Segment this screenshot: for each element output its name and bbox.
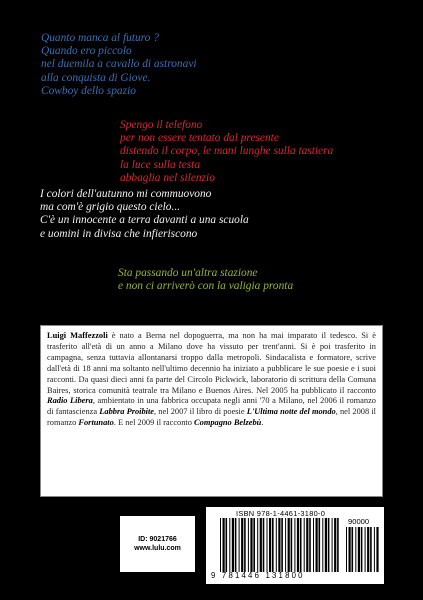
book-title: Radio Libera — [47, 396, 93, 406]
poem-stanza-blue — [41, 32, 197, 98]
publisher-url: www.lulu.com — [134, 545, 181, 552]
book-title: Labbra Proibite — [99, 407, 155, 417]
poem-stanza-red — [120, 119, 333, 185]
poem-line: Spengo il telefono — [120, 119, 203, 131]
poem-line: e non ci arriverò con la valigia pronta — [118, 280, 294, 293]
poem-line: la luce sulla testa — [120, 158, 201, 171]
poem-line: per non essere tentato dal presente — [120, 132, 279, 145]
ean-digits: 9 781446 131800 — [211, 571, 305, 580]
poem-line: Cowboy dello spazio — [41, 84, 136, 97]
poem-line: alla conquista di Giove. — [41, 71, 151, 84]
poem-stanza-white — [40, 188, 249, 241]
poem-line: nel duemila a cavallo di astronavi — [41, 58, 197, 71]
poem-line: Sta passando un'altra stazione — [118, 267, 258, 279]
publisher-id: ID: 9021766 — [138, 536, 177, 543]
addon-barcode-icon — [346, 527, 380, 572]
book-title: Compagno Belzebù — [194, 418, 262, 428]
isbn-label: ISBN 978-1-4461-3180-0 — [236, 509, 326, 518]
isbn-barcode-box — [206, 507, 384, 584]
poem-line: abbaglia nel silenzio — [120, 171, 215, 184]
poem-stanza-green — [118, 267, 293, 293]
poem-line: C'è un innocente a terra davanti a una scuola — [40, 214, 249, 227]
poem-line: distendo il corpo, le mani lunghe sulla tastiera — [120, 145, 334, 158]
price-code: 90000 — [348, 517, 370, 526]
book-title: L'Ultima notte del mondo — [246, 407, 336, 417]
publisher-id-box — [120, 516, 195, 572]
author-bio: Luigi Maffezzoli è nato a Berna nel dopoguerra, ma non ha mai imparato il tedesco. Si è trasferito all'età di un anno a Milano dove ha vissuto per trent'anni. Si è poi trasferito in campagna, senza tuttavia allontanarsi troppo dalla metropoli. Sindacalista e formatore, scrive dall'età di 18 anni ma soltanto nell'ultimo decennio ha iniziato a pubblicare le sue poesie e i suoi racconti. Da quasi dieci anni fa parte del Circolo Pickwick, laboratorio di scrittura della Comuna Baires, storica comunità teatrale tra Milano e Buenos Aires. Nel 2005 ha pubblicato il racconto Radio Libera, ambientato in una fabbrica occupata negli anni '70 a Milano, nel 2006 il romanzo di fantascienza Labbra Proibite, nel 2007 il libro di poesie L'Ultima notte del mondo, nel 2008 il romanzo Fortunato. E nel 2009 il racconto Compagno Belzebù. — [47, 331, 377, 428]
poem-line: ma com'è grigio questo cielo... — [40, 201, 181, 214]
author-bio-box — [40, 325, 383, 497]
barcode-icon — [220, 518, 340, 572]
poem-line: Quanto manca al futuro ? — [41, 32, 159, 44]
poem-line: I colori dell'autunno mi commuovono — [40, 188, 212, 200]
book-title: Fortunato — [78, 418, 114, 428]
author-name: Luigi Maffezzoli — [47, 331, 108, 340]
poem-line: e uomini in divisa che infieriscono — [40, 227, 198, 240]
poem-line: Quando ero piccolo — [41, 45, 132, 58]
